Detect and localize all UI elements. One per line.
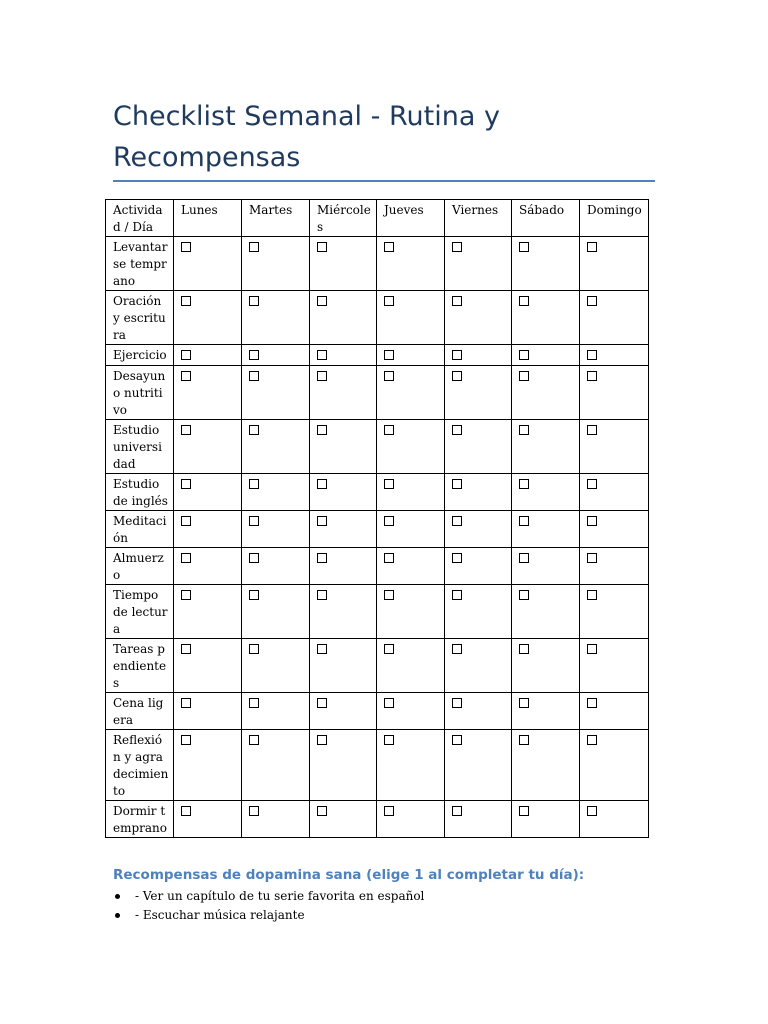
checkbox[interactable] — [452, 553, 462, 563]
day-cell — [580, 801, 649, 838]
day-cell — [445, 366, 512, 420]
table-row — [106, 639, 649, 693]
day-cell — [310, 639, 377, 693]
day-cell — [580, 548, 649, 585]
checkbox[interactable] — [249, 516, 259, 526]
checkbox[interactable] — [519, 553, 529, 563]
table-row — [106, 693, 649, 730]
day-cell — [242, 585, 310, 639]
checkbox[interactable] — [384, 371, 394, 381]
checkbox[interactable] — [249, 553, 259, 563]
checkbox[interactable] — [452, 735, 462, 745]
day-cell — [242, 801, 310, 838]
checkbox[interactable] — [587, 553, 597, 563]
day-cell — [174, 291, 242, 345]
day-cell — [580, 730, 649, 801]
checkbox[interactable] — [317, 735, 327, 745]
checkbox[interactable] — [452, 644, 462, 654]
day-cell — [310, 291, 377, 345]
checkbox[interactable] — [317, 242, 327, 252]
header-day-miercoles: Miércoles — [310, 200, 377, 237]
table-row — [106, 801, 649, 838]
checkbox[interactable] — [181, 242, 191, 252]
table-header-row — [106, 200, 649, 237]
checkbox[interactable] — [317, 350, 327, 360]
day-cell — [310, 420, 377, 474]
checkbox[interactable] — [587, 242, 597, 252]
day-cell — [242, 693, 310, 730]
header-day-lunes: Lunes — [174, 200, 242, 237]
day-cell — [310, 237, 377, 291]
day-cell — [512, 693, 580, 730]
checkbox[interactable] — [384, 553, 394, 563]
checkbox[interactable] — [587, 479, 597, 489]
checkbox[interactable] — [249, 806, 259, 816]
checkbox[interactable] — [519, 698, 529, 708]
day-cell — [310, 548, 377, 585]
checkbox[interactable] — [587, 425, 597, 435]
checkbox[interactable] — [181, 644, 191, 654]
day-cell — [512, 420, 580, 474]
checkbox[interactable] — [317, 371, 327, 381]
checkbox[interactable] — [452, 350, 462, 360]
checkbox[interactable] — [587, 590, 597, 600]
table-row — [106, 730, 649, 801]
checkbox[interactable] — [181, 371, 191, 381]
day-cell — [580, 366, 649, 420]
reward-item — [113, 906, 424, 925]
day-cell — [377, 474, 445, 511]
checkbox[interactable] — [384, 296, 394, 306]
day-cell — [174, 730, 242, 801]
day-cell — [580, 639, 649, 693]
day-cell — [580, 420, 649, 474]
day-cell — [174, 366, 242, 420]
checkbox[interactable] — [587, 350, 597, 360]
checkbox[interactable] — [587, 806, 597, 816]
checkbox[interactable] — [249, 479, 259, 489]
checkbox[interactable] — [317, 806, 327, 816]
activity-label: Tiempo de lectura — [106, 585, 174, 639]
checkbox[interactable] — [519, 590, 529, 600]
day-cell — [174, 639, 242, 693]
day-cell — [174, 345, 242, 366]
bullet-icon — [115, 913, 120, 918]
activity-label: Reflexión y agradecimiento — [106, 730, 174, 801]
checkbox[interactable] — [519, 516, 529, 526]
checkbox[interactable] — [452, 425, 462, 435]
day-cell — [512, 511, 580, 548]
day-cell — [242, 511, 310, 548]
header-day-domingo: Domingo — [580, 200, 649, 237]
checkbox[interactable] — [181, 698, 191, 708]
day-cell — [580, 345, 649, 366]
day-cell — [310, 345, 377, 366]
day-cell — [445, 548, 512, 585]
checkbox[interactable] — [587, 516, 597, 526]
checkbox[interactable] — [519, 371, 529, 381]
checkbox[interactable] — [519, 735, 529, 745]
day-cell — [174, 548, 242, 585]
day-cell — [580, 585, 649, 639]
checkbox[interactable] — [452, 371, 462, 381]
checkbox[interactable] — [181, 296, 191, 306]
activity-label: Meditación — [106, 511, 174, 548]
checkbox[interactable] — [519, 350, 529, 360]
day-cell — [174, 693, 242, 730]
activity-label: Oración y escritura — [106, 291, 174, 345]
table-row — [106, 420, 649, 474]
checkbox[interactable] — [249, 371, 259, 381]
header-day-jueves: Jueves — [377, 200, 445, 237]
day-cell — [242, 639, 310, 693]
checkbox[interactable] — [519, 806, 529, 816]
day-cell — [377, 639, 445, 693]
activity-label: Almuerzo — [106, 548, 174, 585]
activity-label: Levantarse temprano — [106, 237, 174, 291]
checkbox[interactable] — [587, 698, 597, 708]
checkbox[interactable] — [587, 296, 597, 306]
day-cell — [512, 585, 580, 639]
day-cell — [512, 548, 580, 585]
day-cell — [310, 366, 377, 420]
checkbox[interactable] — [452, 242, 462, 252]
checkbox[interactable] — [384, 698, 394, 708]
day-cell — [377, 693, 445, 730]
day-cell — [445, 345, 512, 366]
day-cell — [377, 730, 445, 801]
bullet-icon — [115, 894, 120, 899]
checkbox[interactable] — [384, 350, 394, 360]
day-cell — [445, 237, 512, 291]
checkbox[interactable] — [317, 644, 327, 654]
checkbox[interactable] — [249, 296, 259, 306]
checkbox[interactable] — [384, 735, 394, 745]
activity-label: Estudio de inglés — [106, 474, 174, 511]
day-cell — [242, 237, 310, 291]
day-cell — [445, 639, 512, 693]
day-cell — [174, 474, 242, 511]
checkbox[interactable] — [249, 590, 259, 600]
day-cell — [445, 511, 512, 548]
day-cell — [377, 511, 445, 548]
table-row — [106, 366, 649, 420]
day-cell — [580, 474, 649, 511]
table-row — [106, 474, 649, 511]
day-cell — [242, 420, 310, 474]
checkbox[interactable] — [384, 479, 394, 489]
day-cell — [310, 511, 377, 548]
day-cell — [377, 237, 445, 291]
day-cell — [512, 291, 580, 345]
day-cell — [377, 291, 445, 345]
day-cell — [377, 585, 445, 639]
day-cell — [512, 801, 580, 838]
day-cell — [174, 237, 242, 291]
day-cell — [242, 291, 310, 345]
day-cell — [174, 801, 242, 838]
day-cell — [580, 511, 649, 548]
checkbox[interactable] — [452, 698, 462, 708]
checkbox[interactable] — [587, 644, 597, 654]
rewards-heading: Recompensas de dopamina sana (elige 1 al completar tu día): — [113, 867, 585, 883]
rewards-list — [113, 887, 424, 925]
day-cell — [242, 345, 310, 366]
day-cell — [512, 345, 580, 366]
checkbox[interactable] — [384, 590, 394, 600]
checkbox[interactable] — [317, 553, 327, 563]
checkbox[interactable] — [181, 479, 191, 489]
checkbox[interactable] — [181, 350, 191, 360]
table-row — [106, 548, 649, 585]
day-cell — [242, 548, 310, 585]
day-cell — [445, 291, 512, 345]
day-cell — [377, 548, 445, 585]
day-cell — [242, 474, 310, 511]
day-cell — [512, 237, 580, 291]
checkbox[interactable] — [384, 806, 394, 816]
reward-item — [113, 887, 424, 906]
day-cell — [242, 366, 310, 420]
day-cell — [377, 366, 445, 420]
checkbox[interactable] — [249, 425, 259, 435]
checkbox[interactable] — [587, 371, 597, 381]
table-row — [106, 291, 649, 345]
day-cell — [445, 585, 512, 639]
header-day-sabado: Sábado — [512, 200, 580, 237]
checkbox[interactable] — [519, 425, 529, 435]
checkbox[interactable] — [519, 296, 529, 306]
day-cell — [310, 730, 377, 801]
title-divider — [113, 180, 655, 182]
checkbox[interactable] — [317, 590, 327, 600]
header-activity: Actividad / Día — [106, 200, 174, 237]
day-cell — [310, 474, 377, 511]
checkbox[interactable] — [181, 806, 191, 816]
checkbox[interactable] — [384, 242, 394, 252]
day-cell — [445, 801, 512, 838]
checkbox[interactable] — [181, 735, 191, 745]
reward-item-text: - Escuchar música relajante — [135, 908, 305, 922]
day-cell — [512, 639, 580, 693]
checkbox[interactable] — [181, 516, 191, 526]
day-cell — [580, 291, 649, 345]
day-cell — [242, 730, 310, 801]
activity-label: Desayuno nutritivo — [106, 366, 174, 420]
checkbox[interactable] — [519, 242, 529, 252]
header-day-martes: Martes — [242, 200, 310, 237]
day-cell — [377, 801, 445, 838]
weekly-checklist-table — [105, 199, 649, 838]
checkbox[interactable] — [452, 590, 462, 600]
day-cell — [445, 420, 512, 474]
checkbox[interactable] — [519, 479, 529, 489]
day-cell — [174, 585, 242, 639]
activity-label: Tareas pendientes — [106, 639, 174, 693]
reward-item-text: - Ver un capítulo de tu serie favorita en español — [135, 889, 425, 903]
table-row — [106, 237, 649, 291]
checkbox[interactable] — [249, 242, 259, 252]
day-cell — [310, 585, 377, 639]
checkbox[interactable] — [384, 425, 394, 435]
checkbox[interactable] — [384, 644, 394, 654]
table-row — [106, 345, 649, 366]
checkbox[interactable] — [317, 425, 327, 435]
day-cell — [310, 693, 377, 730]
day-cell — [512, 366, 580, 420]
table-row — [106, 511, 649, 548]
checkbox[interactable] — [452, 806, 462, 816]
checkbox[interactable] — [452, 479, 462, 489]
checkbox[interactable] — [452, 296, 462, 306]
day-cell — [445, 693, 512, 730]
day-cell — [512, 730, 580, 801]
checkbox[interactable] — [519, 644, 529, 654]
activity-label: Ejercicio — [106, 345, 174, 366]
activity-label: Estudio universidad — [106, 420, 174, 474]
checkbox[interactable] — [452, 516, 462, 526]
header-day-viernes: Viernes — [445, 200, 512, 237]
checkbox[interactable] — [249, 735, 259, 745]
table-row — [106, 585, 649, 639]
activity-label: Dormir temprano — [106, 801, 174, 838]
day-cell — [377, 345, 445, 366]
day-cell — [310, 801, 377, 838]
page-title: Checklist Semanal - Rutina y Recompensas — [113, 101, 500, 173]
activity-label: Cena ligera — [106, 693, 174, 730]
day-cell — [445, 730, 512, 801]
checkbox[interactable] — [317, 698, 327, 708]
checkbox[interactable] — [249, 698, 259, 708]
checkbox[interactable] — [587, 735, 597, 745]
day-cell — [580, 237, 649, 291]
checkbox[interactable] — [317, 516, 327, 526]
day-cell — [512, 474, 580, 511]
checkbox[interactable] — [317, 296, 327, 306]
day-cell — [174, 420, 242, 474]
day-cell — [445, 474, 512, 511]
checklist-body — [106, 237, 649, 838]
day-cell — [377, 420, 445, 474]
day-cell — [580, 693, 649, 730]
checkbox[interactable] — [317, 479, 327, 489]
checkbox[interactable] — [181, 553, 191, 563]
checkbox[interactable] — [249, 644, 259, 654]
checkbox[interactable] — [384, 516, 394, 526]
day-cell — [174, 511, 242, 548]
checkbox[interactable] — [181, 590, 191, 600]
checkbox[interactable] — [249, 350, 259, 360]
checkbox[interactable] — [181, 425, 191, 435]
